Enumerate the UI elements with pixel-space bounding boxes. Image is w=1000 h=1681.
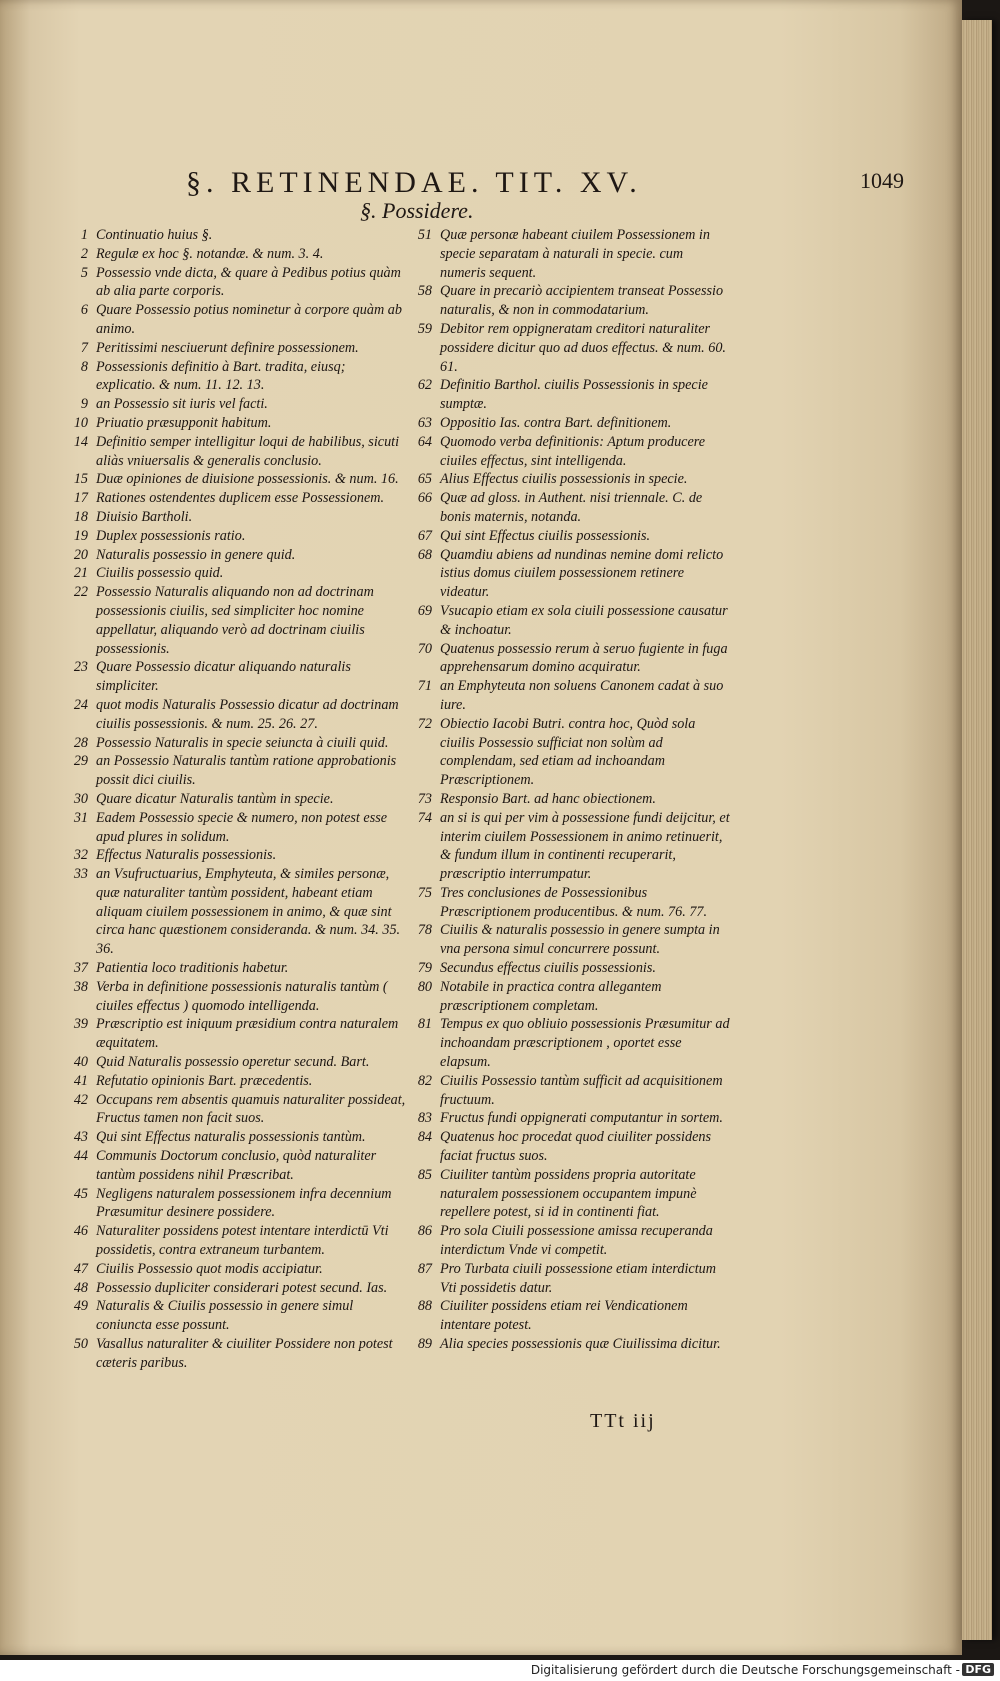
footer-bar: [0, 1660, 1000, 1681]
entry-number: 39: [73, 1016, 88, 1033]
index-entry: [58, 564, 408, 583]
entry-text: Quatenus possessio rerum à seruo fugiente in fuga apprehensarum domino acquiratur.: [440, 640, 728, 676]
entry-number: 6: [80, 302, 88, 319]
entry-number: 38: [73, 978, 88, 995]
entry-text: Tempus ex quo obliuio possessionis Præsumitur ad inchoandam præscriptionem , oportet esse elapsum.: [440, 1016, 730, 1071]
entry-number: 15: [73, 471, 88, 488]
index-entry: [402, 1166, 732, 1222]
index-entry: [58, 809, 408, 847]
entry-number: 1: [80, 227, 88, 243]
entry-number: 84: [417, 1129, 432, 1146]
entry-number: 78: [417, 922, 432, 939]
entry-text: Regulæ ex hoc §. notandæ. & num. 3. 4.: [96, 245, 324, 262]
index-entry: [58, 696, 408, 734]
entry-text: Effectus Naturalis possessionis.: [96, 847, 277, 864]
entry-text: Negligens naturalem possessionem infra decennium Præsumitur desinere possidere.: [96, 1185, 392, 1221]
entry-number: 42: [73, 1091, 88, 1108]
entry-number: 32: [73, 847, 88, 864]
entry-number: 14: [73, 433, 88, 450]
index-entry: [58, 1222, 408, 1260]
index-entry: [58, 1335, 408, 1373]
entry-text: Quatenus hoc procedat quod ciuiliter possidens faciat fructus suos.: [440, 1129, 711, 1165]
entry-number: 47: [73, 1260, 88, 1277]
entry-number: 88: [417, 1298, 432, 1315]
entry-text: Occupans rem absentis quamuis naturaliter possideat, Fructus tamen non facit suos.: [96, 1091, 406, 1127]
entry-text: Quid Naturalis possessio operetur secund. Bart.: [96, 1054, 370, 1071]
index-entry: [58, 734, 408, 753]
entry-text: Quare Possessio dicatur aliquando naturalis simpliciter.: [96, 659, 351, 695]
section-subheading: §. Possidere.: [360, 198, 474, 223]
entry-text: Notabile in practica contra allegantem præscriptionem completam.: [440, 978, 662, 1014]
page-edges: [962, 20, 992, 1640]
entry-text: Diuisio Bartholi.: [96, 508, 193, 525]
entry-text: Vsucapio etiam ex sola ciuili possessione causatur & inchoatur.: [440, 602, 728, 638]
entry-text: Alius Effectus ciuilis possessionis in specie.: [440, 471, 688, 488]
entry-number: 73: [417, 790, 432, 807]
entry-text: Possessio Naturalis aliquando non ad doctrinam possessionis ciuilis, sed simpliciter hoc nomine appellatur, aliquando verò ad doctrinam ciuilis possessionis.: [96, 584, 374, 657]
entry-text: Quamdiu abiens ad nundinas nemine domi relicto istius domus ciuilem possessionem retinere videatur.: [440, 546, 724, 601]
entry-text: Definitio Barthol. ciuilis Possessionis in specie sumptæ.: [440, 377, 708, 413]
entry-number: 33: [73, 866, 88, 883]
index-entry: [402, 320, 732, 376]
index-entry: [58, 1072, 408, 1091]
index-entry: [58, 1091, 408, 1129]
entry-text: Patientia loco traditionis habetur.: [96, 960, 289, 977]
index-entry: [402, 1015, 732, 1071]
entry-text: Quæ ad gloss. in Authent. nisi triennale. C. de bonis maternis, notanda.: [440, 490, 703, 525]
entry-text: Ciuilis possessio quid.: [96, 565, 224, 582]
entry-text: Communis Doctorum conclusio, quòd naturaliter tantùm possidens nihil Præscribat.: [96, 1148, 377, 1183]
entry-text: Naturalis & Ciuilis possessio in genere simul coniuncta esse possunt.: [96, 1298, 354, 1334]
entry-text: Secundus effectus ciuilis possessionis.: [440, 960, 656, 977]
index-entry: [402, 809, 732, 884]
index-entry: [58, 414, 408, 433]
entry-number: 62: [417, 377, 432, 394]
entry-number: 18: [73, 508, 88, 525]
entry-text: Definitio semper intelligitur loqui de habilibus, sicuti aliàs vniuersalis & generalis conclusio.: [96, 433, 400, 469]
index-entry: [402, 978, 732, 1016]
index-entry: [58, 264, 408, 302]
index-entry: [402, 602, 732, 640]
entry-number: 28: [73, 734, 88, 751]
entry-number: 49: [73, 1298, 88, 1315]
index-entry: [402, 715, 732, 790]
entry-text: Naturaliter possidens potest intentare interdictū Vti possidetis, contra extraneum turbantem.: [96, 1223, 389, 1259]
entry-number: 63: [417, 414, 432, 431]
index-entry: [402, 884, 732, 922]
index-entry: [58, 658, 408, 696]
index-entry: [402, 1335, 732, 1354]
entry-number: 69: [417, 602, 432, 619]
index-entry: [402, 470, 732, 489]
entry-number: 83: [417, 1110, 432, 1127]
index-entry: [402, 1128, 732, 1166]
entry-number: 45: [73, 1185, 88, 1202]
index-entry: [58, 1128, 408, 1147]
entry-number: 10: [73, 414, 88, 431]
index-entry: [58, 790, 408, 809]
index-entry: [402, 1222, 732, 1260]
entry-text: Vasallus naturaliter & ciuiliter Possidere non potest cæteris paribus.: [96, 1336, 393, 1371]
signature-mark: TTt iij: [590, 1410, 656, 1432]
index-entry: [58, 752, 408, 790]
entry-number: 37: [73, 960, 88, 977]
entry-number: 46: [73, 1223, 88, 1240]
entry-number: 48: [73, 1279, 88, 1296]
entry-text: an Vsufructuarius, Emphyteuta, & similes personæ, quæ naturaliter tantùm possident, habeant etiam aliquam ciuilem possessionem in animo, & quæ sint circa hanc quæstionem consideranda. & num. 34. 35. 36.: [96, 866, 401, 958]
index-entry: [58, 226, 408, 245]
entry-text: Naturalis possessio in genere quid.: [96, 546, 296, 563]
entry-text: an si is qui per vim à possessione fundi deijcitur, et interim ciuilem Possessionem in animo retinuerit, & fundum illum in continenti recuperarit, præscriptio interrumpatur.: [440, 809, 730, 883]
entry-text: Ciuilis Possessio tantùm sufficit ad acquisitionem fructuum.: [440, 1072, 723, 1108]
index-entry: [402, 282, 732, 320]
entry-number: 51: [417, 227, 432, 243]
index-entry: [402, 677, 732, 715]
entry-number: 79: [417, 960, 432, 977]
entry-text: Oppositio Ias. contra Bart. definitionem.: [440, 414, 672, 431]
entry-text: Ciuilis Possessio quot modis accipiatur.: [96, 1260, 323, 1277]
entry-text: Fructus fundi oppignerati computantur in sortem.: [440, 1110, 723, 1127]
entry-number: 2: [80, 245, 88, 262]
running-header: §. RETINENDAE. TIT. XV.: [186, 166, 642, 199]
index-entry: [402, 489, 732, 527]
entry-number: 40: [73, 1054, 88, 1071]
entry-text: Priuatio præsupponit habitum.: [96, 414, 272, 431]
entry-number: 80: [417, 978, 432, 995]
entry-number: 29: [73, 753, 88, 770]
index-entry: [58, 527, 408, 546]
entry-number: 9: [80, 396, 88, 413]
index-entry: [58, 489, 408, 508]
index-entry: [58, 339, 408, 358]
index-entry: [402, 1297, 732, 1335]
entry-text: Quare Possessio potius nominetur à corpore quàm ab animo.: [96, 302, 402, 337]
index-entry: [402, 640, 732, 678]
entry-text: Pro sola Ciuili possessione amissa recuperanda interdictum Vnde vi competit.: [440, 1223, 713, 1259]
entry-number: 21: [73, 565, 88, 582]
entry-text: an Possessio sit iuris vel facti.: [96, 396, 268, 413]
entry-text: Possessio Naturalis in specie seiuncta à ciuili quid.: [96, 734, 389, 751]
entry-number: 23: [73, 659, 88, 676]
entry-text: Qui sint Effectus ciuilis possessionis.: [440, 527, 651, 544]
entry-text: an Possessio Naturalis tantùm ratione approbationis possit dici ciuilis.: [96, 753, 397, 789]
index-entry: [402, 921, 732, 959]
entry-number: 70: [417, 640, 432, 657]
entry-text: Duplex possessionis ratio.: [96, 527, 246, 544]
index-entry: [402, 1109, 732, 1128]
entry-number: 59: [417, 320, 432, 337]
entry-number: 66: [417, 490, 432, 507]
entry-text: Refutatio opinionis Bart. præcedentis.: [96, 1072, 313, 1089]
entry-text: Quæ personæ habeant ciuilem Possessionem in specie separatam à naturali in specie. cum numeris sequent.: [440, 227, 710, 281]
index-entry: [58, 245, 408, 264]
entry-number: 22: [73, 584, 88, 601]
entry-text: Quare dicatur Naturalis tantùm in specie.: [96, 790, 334, 807]
index-column-right: [402, 226, 732, 1354]
entry-text: Quare in precariò accipientem transeat Possessio naturalis, & non in commodatarium.: [440, 283, 724, 319]
index-entry: [402, 376, 732, 414]
index-entry: [58, 358, 408, 396]
entry-number: 64: [417, 433, 432, 450]
entry-text: Tres conclusiones de Possessionibus Præscriptionem producentibus. & num. 76. 77.: [440, 884, 708, 920]
index-entry: [58, 865, 408, 959]
entry-number: 43: [73, 1129, 88, 1146]
entry-number: 72: [417, 715, 432, 732]
entry-number: 41: [73, 1072, 88, 1089]
index-entry: [58, 1185, 408, 1223]
index-entry: [58, 1053, 408, 1072]
entry-text: Obiectio Iacobi Butri. contra hoc, Quòd sola ciuilis Possessio sufficiat non solùm ad complendam, sed etiam ad inchoandam Præscriptionem.: [440, 715, 696, 789]
entry-text: Ciuiliter tantùm possidens propria autoritate naturalem possessionem occupantem impunè repellere potest, si id in continenti fiat.: [440, 1166, 697, 1221]
index-entry: [402, 527, 732, 546]
entry-number: 67: [417, 527, 432, 544]
entry-number: 30: [73, 790, 88, 807]
entry-text: Debitor rem oppigneratam creditori naturaliter possidere dicitur quo ad duos effectus. & num. 60. 61.: [440, 320, 726, 375]
entry-number: 75: [417, 884, 432, 901]
entry-number: 65: [417, 471, 432, 488]
index-entry: [58, 395, 408, 414]
entry-number: 24: [73, 696, 88, 713]
footer-credit: Digitalisierung gefördert durch die Deutsche Forschungsgemeinschaft -: [530, 1663, 960, 1677]
entry-number: 7: [80, 339, 88, 356]
entry-number: 8: [80, 358, 88, 375]
index-entry: [58, 846, 408, 865]
entry-number: 19: [73, 527, 88, 544]
index-entry: [402, 1260, 732, 1298]
index-entry: [58, 1297, 408, 1335]
entry-number: 58: [417, 283, 432, 300]
entry-text: Pro Turbata ciuili possessione etiam interdictum Vti possidetis datur.: [440, 1260, 716, 1296]
entry-text: Possessio vnde dicta, & quare à Pedibus potius quàm ab alia parte corporis.: [96, 264, 401, 300]
index-entry: [58, 470, 408, 489]
index-entry: [402, 959, 732, 978]
index-entry: [402, 1072, 732, 1110]
entry-number: 68: [417, 546, 432, 563]
entry-number: 85: [417, 1166, 432, 1183]
entry-text: Possessionis definitio à Bart. tradita, eiusq; explicatio. & num. 11. 12. 13.: [96, 358, 346, 394]
index-entry: [58, 546, 408, 565]
index-entry: [58, 959, 408, 978]
index-column-left: [58, 226, 408, 1373]
index-entry: [402, 414, 732, 433]
index-entry: [402, 226, 732, 282]
entry-text: Peritissimi nesciuerunt definire possessionem.: [96, 339, 359, 356]
index-entry: [58, 301, 408, 339]
entry-number: 20: [73, 546, 88, 563]
entry-number: 81: [417, 1016, 432, 1033]
entry-number: 31: [73, 809, 88, 826]
entry-number: 87: [417, 1260, 432, 1277]
entry-text: Responsio Bart. ad hanc obiectionem.: [440, 790, 656, 807]
entry-number: 44: [73, 1148, 88, 1165]
index-entry: [58, 1015, 408, 1053]
entry-number: 74: [417, 809, 432, 826]
entry-number: 89: [417, 1336, 432, 1353]
entry-text: Qui sint Effectus naturalis possessionis tantùm.: [96, 1129, 366, 1146]
index-entry: [58, 508, 408, 527]
entry-number: 82: [417, 1072, 432, 1089]
entry-text: Ciuilis & naturalis possessio in genere sumpta in vna persona simul concurrere possunt.: [440, 922, 720, 958]
index-entry: [58, 433, 408, 471]
entry-number: 5: [80, 264, 88, 281]
index-entry: [58, 1147, 408, 1185]
entry-text: Continuatio huius §.: [96, 227, 213, 243]
page-number: 1049: [860, 168, 904, 193]
entry-text: Quomodo verba definitionis: Aptum producere ciuiles effectus, sint intelligenda.: [440, 433, 706, 469]
entry-text: an Emphyteuta non soluens Canonem cadat à suo iure.: [440, 678, 724, 713]
entry-text: quot modis Naturalis Possessio dicatur ad doctrinam ciuilis possessionis. & num. 25. 26. 27.: [96, 696, 399, 732]
entry-text: Eadem Possessio specie & numero, non potest esse apud plures in solidum.: [96, 809, 388, 845]
entry-text: Verba in definitione possessionis naturalis tantùm ( ciuiles effectus ) quomodo intelligenda.: [96, 978, 388, 1014]
index-entry: [58, 978, 408, 1016]
entry-number: 86: [417, 1223, 432, 1240]
entry-number: 17: [73, 490, 88, 507]
entry-text: Ciuiliter possidens etiam rei Vendicationem intentare potest.: [440, 1298, 688, 1334]
entry-text: Possessio dupliciter considerari potest secund. Ias.: [96, 1279, 388, 1296]
index-entry: [402, 790, 732, 809]
index-entry: [402, 546, 732, 602]
index-entry: [402, 433, 732, 471]
entry-text: Duæ opiniones de diuisione possessionis. & num. 16.: [96, 471, 399, 488]
index-entry: [58, 1260, 408, 1279]
entry-number: 50: [73, 1336, 88, 1353]
entry-text: Alia species possessionis quæ Ciuilissima dicitur.: [440, 1336, 721, 1353]
index-entry: [58, 583, 408, 658]
entry-number: 71: [417, 678, 432, 695]
dfg-logo: DFG: [962, 1663, 994, 1676]
entry-text: Præscriptio est iniquum præsidium contra naturalem æquitatem.: [96, 1016, 399, 1052]
index-entry: [58, 1279, 408, 1298]
entry-text: Rationes ostendentes duplicem esse Possessionem.: [96, 490, 385, 507]
